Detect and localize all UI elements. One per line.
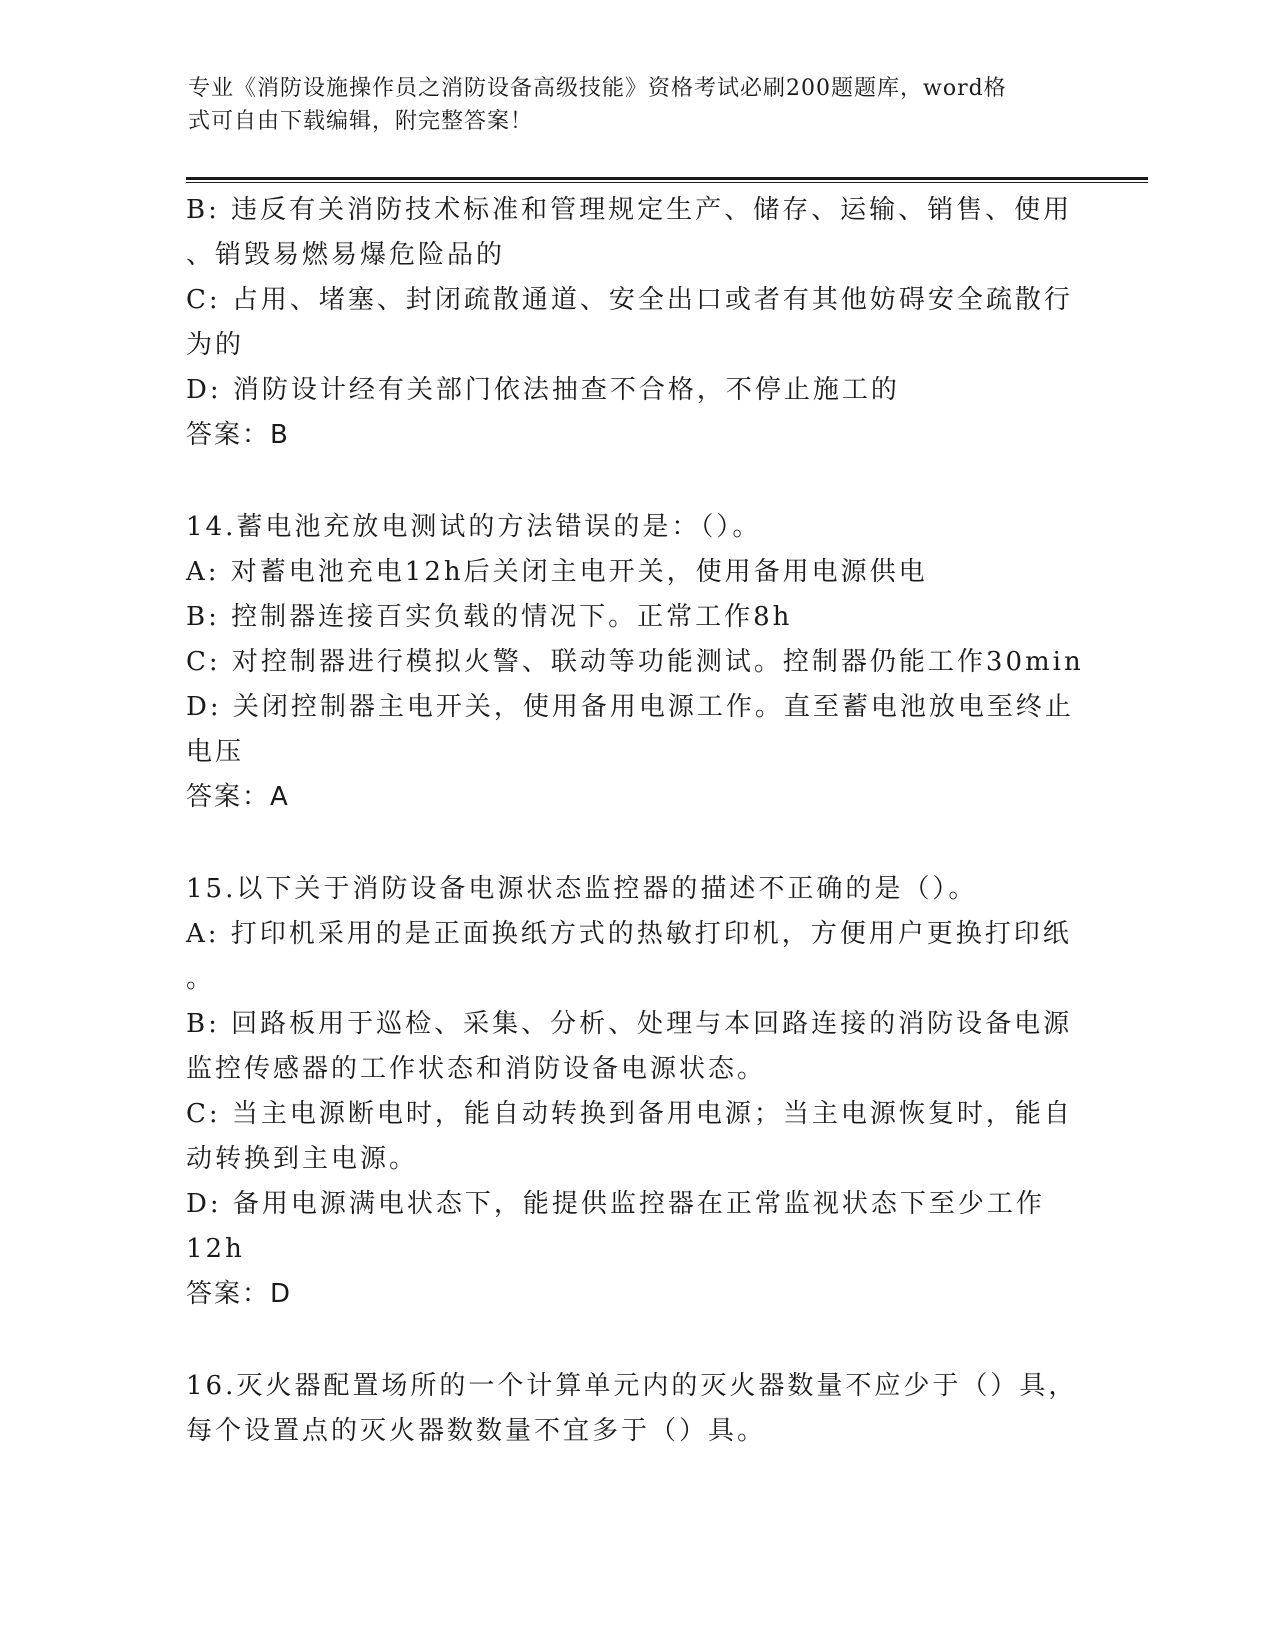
header-divider-thin <box>186 182 1148 183</box>
q14-option-b: B: 控制器连接百实负载的情况下。正常工作8h <box>186 602 793 632</box>
q15-stem: 15.以下关于消防设备电源状态监控器的描述不正确的是（）。 <box>186 874 978 904</box>
q13-option-d: D: 消防设计经有关部门依法抽查不合格，不停止施工的 <box>186 375 900 405</box>
q16-stem-line-1: 16.灭火器配置场所的一个计算单元内的灭火器数量不应少于（）具， <box>186 1371 1078 1401</box>
q13-option-b-line-1: B: 违反有关消防技术标准和管理规定生产、储存、运输、销售、使用 <box>186 195 1073 225</box>
q15-option-a-line-1: A: 打印机采用的是正面换纸方式的热敏打印机，方便用户更换打印纸 <box>186 919 1072 949</box>
q15-answer: 答案：D <box>186 1279 293 1309</box>
question-content <box>186 188 1086 1454</box>
q15-option-d-line-1: D: 备用电源满电状态下，能提供监控器在正常监视状态下至少工作 <box>186 1189 1045 1219</box>
q13-option-c-line-2: 为的 <box>186 330 245 360</box>
q15-option-b-line-2: 监控传感器的工作状态和消防设备电源状态。 <box>186 1054 767 1084</box>
q14-option-d-line-2: 电压 <box>186 737 245 767</box>
q14-option-c: C: 对控制器进行模拟火警、联动等功能测试。控制器仍能工作30min <box>186 647 1084 677</box>
q15-option-d-line-2: 12h <box>186 1234 245 1264</box>
q13-option-c-line-1: C: 占用、堵塞、封闭疏散通道、安全出口或者有其他妨碍安全疏散行 <box>186 285 1073 315</box>
spacer <box>186 458 1086 505</box>
spacer <box>186 820 1086 867</box>
q13-option-b-line-2: 、销毁易燃易爆危险品的 <box>186 240 506 270</box>
header-divider-thick <box>186 177 1148 180</box>
question-13-block <box>186 188 1086 458</box>
q14-stem: 14.蓄电池充放电测试的方法错误的是：（）。 <box>186 512 762 542</box>
header-line-1: 专业《消防设施操作员之消防设备高级技能》资格考试必刷200题题库，word格 <box>188 76 1007 101</box>
q13-answer: 答案：B <box>186 420 290 450</box>
q15-option-b-line-1: B: 回路板用于巡检、采集、分析、处理与本回路连接的消防设备电源 <box>186 1009 1073 1039</box>
question-16-block <box>186 1364 1086 1454</box>
q15-option-c-line-1: C: 当主电源断电时，能自动转换到备用电源；当主电源恢复时，能自 <box>186 1099 1073 1129</box>
question-15-block <box>186 867 1086 1317</box>
page-header <box>188 72 1068 138</box>
q14-answer: 答案：A <box>186 782 290 812</box>
question-14-block <box>186 505 1086 820</box>
q15-option-c-line-2: 动转换到主电源。 <box>186 1144 419 1174</box>
q14-option-d-line-1: D: 关闭控制器主电开关，使用备用电源工作。直至蓄电池放电至终止 <box>186 692 1074 722</box>
spacer <box>186 1317 1086 1364</box>
header-line-2: 式可自由下载编辑，附完整答案！ <box>188 109 534 134</box>
q15-option-a-line-2: 。 <box>186 964 216 994</box>
q14-option-a: A: 对蓄电池充电12h后关闭主电开关，使用备用电源供电 <box>186 557 928 587</box>
q16-stem-line-2: 每个设置点的灭火器数数量不宜多于（）具。 <box>186 1416 767 1446</box>
